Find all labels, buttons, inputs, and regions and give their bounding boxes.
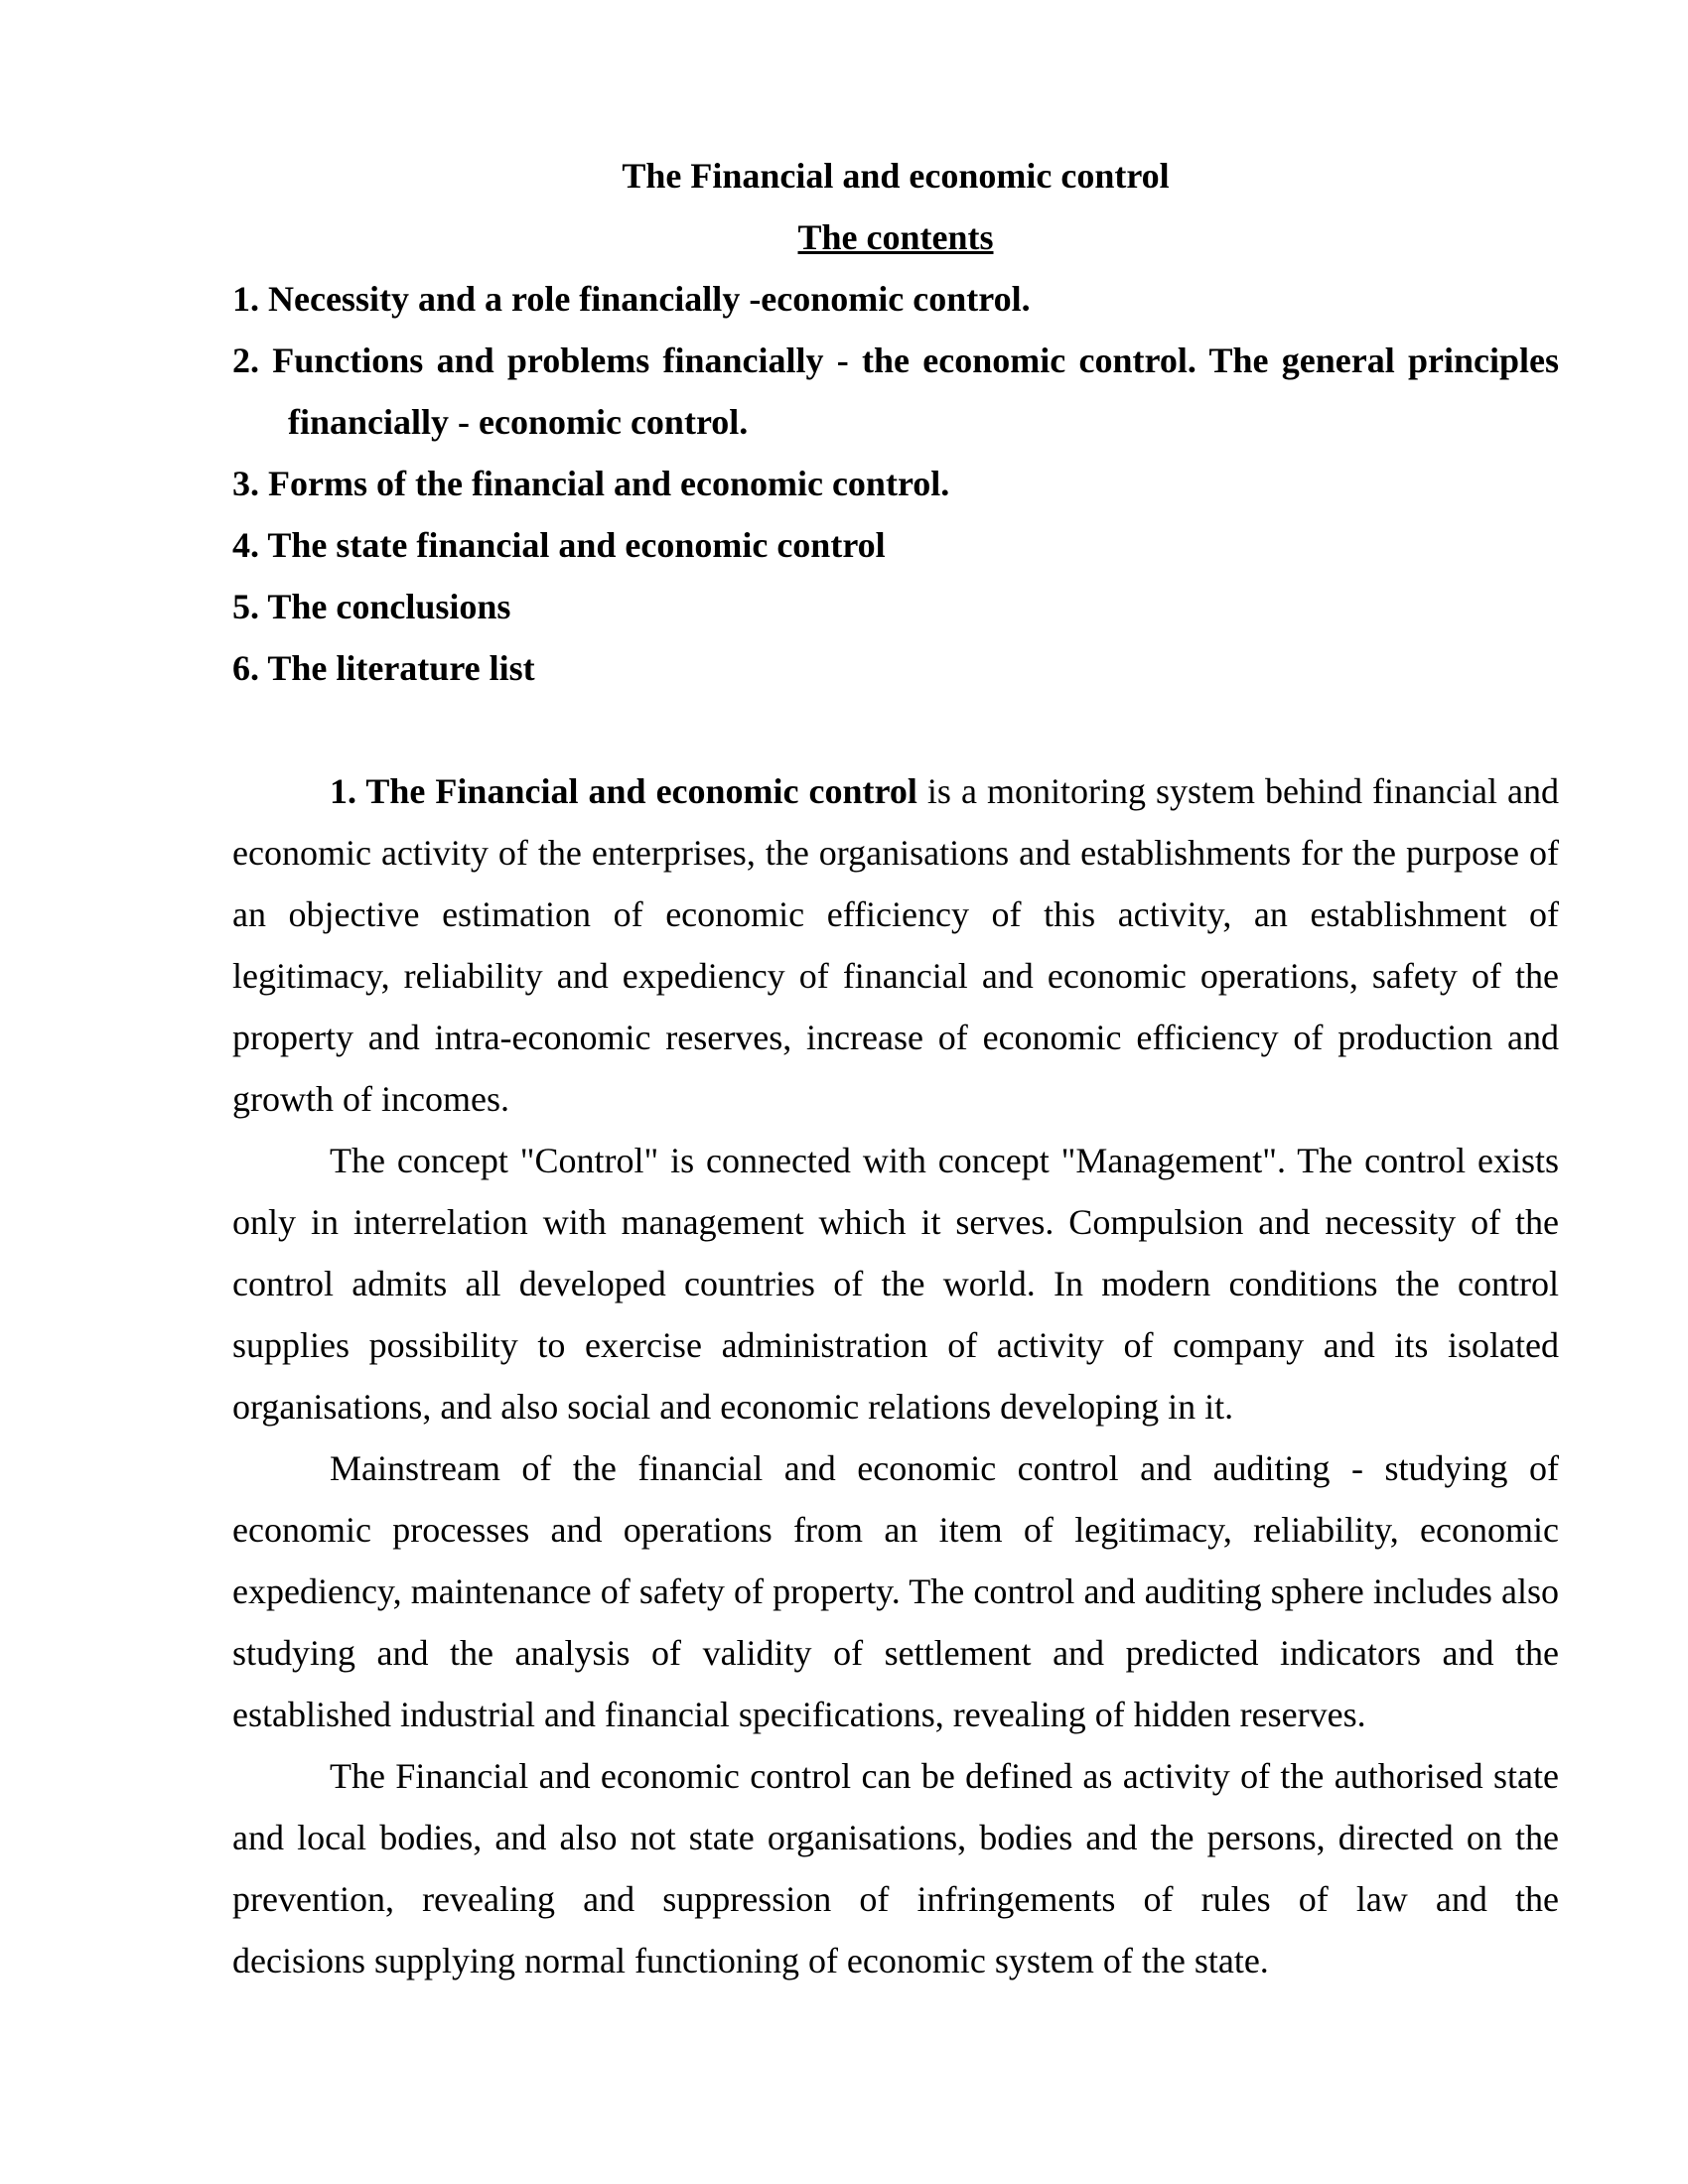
para1-line-1-rest: is a monitoring system behind financial and <box>916 771 1559 811</box>
toc-item-2-line-1: 2. Functions and problems financially - the economic control. The general principles <box>232 341 1559 380</box>
contents-heading: The contents <box>797 217 994 257</box>
para2-line-2: only in interrelation with management which it serves. Compulsion and necessity of the <box>232 1202 1559 1242</box>
para4-line-1: The Financial and economic control can be defined as activity of the authorised state <box>330 1756 1559 1796</box>
para1-lead: 1. The Financial and economic control <box>330 771 917 811</box>
para1-line-4: legitimacy, reliability and expediency of financial and economic operations, safety of the <box>232 956 1559 996</box>
document-title: The Financial and economic control <box>622 156 1170 196</box>
toc-item-4: 4. The state financial and economic control <box>232 525 886 565</box>
para3-line-2: economic processes and operations from an item of legitimacy, reliability, economic <box>232 1510 1559 1550</box>
para1-line-2: economic activity of the enterprises, the organisations and establishments for the purpose of <box>232 833 1559 873</box>
para3-line-3: expediency, maintenance of safety of property. The control and auditing sphere includes also <box>232 1571 1559 1611</box>
para2-line-5: organisations, and also social and economic relations developing in it. <box>232 1387 1234 1427</box>
toc-item-1: 1. Necessity and a role financially -economic control. <box>232 279 1031 319</box>
toc-item-5: 5. The conclusions <box>232 587 511 626</box>
para3-line-5: established industrial and financial specifications, revealing of hidden reserves. <box>232 1695 1366 1734</box>
para1-line-3: an objective estimation of economic efficiency of this activity, an establishment of <box>232 894 1559 934</box>
toc-item-6: 6. The literature list <box>232 648 535 688</box>
contents-heading-row <box>232 206 1559 268</box>
para1-line-6: growth of incomes. <box>232 1079 509 1119</box>
para1-line-5: property and intra-economic reserves, increase of economic efficiency of production and <box>232 1018 1559 1057</box>
para4-line-3: prevention, revealing and suppression of infringements of rules of law and the <box>232 1879 1559 1919</box>
para2-line-1: The concept "Control" is connected with concept "Management". The control exists <box>330 1141 1559 1180</box>
para4-line-4: decisions supplying normal functioning of economic system of the state. <box>232 1941 1269 1980</box>
para3-line-4: studying and the analysis of validity of settlement and predicted indicators and the <box>232 1633 1559 1673</box>
toc-item-2-line-2: financially - economic control. <box>288 402 749 442</box>
para2-line-3: control admits all developed countries of the world. In modern conditions the control <box>232 1264 1559 1303</box>
para2-line-4: supplies possibility to exercise administration of activity of company and its isolated <box>232 1325 1559 1365</box>
para3-line-1: Mainstream of the financial and economic control and auditing - studying of <box>330 1448 1559 1488</box>
para4-line-2: and local bodies, and also not state organisations, bodies and the persons, directed on the <box>232 1818 1559 1857</box>
toc-item-3: 3. Forms of the financial and economic control. <box>232 464 950 503</box>
para1-line-1 <box>232 760 1559 822</box>
